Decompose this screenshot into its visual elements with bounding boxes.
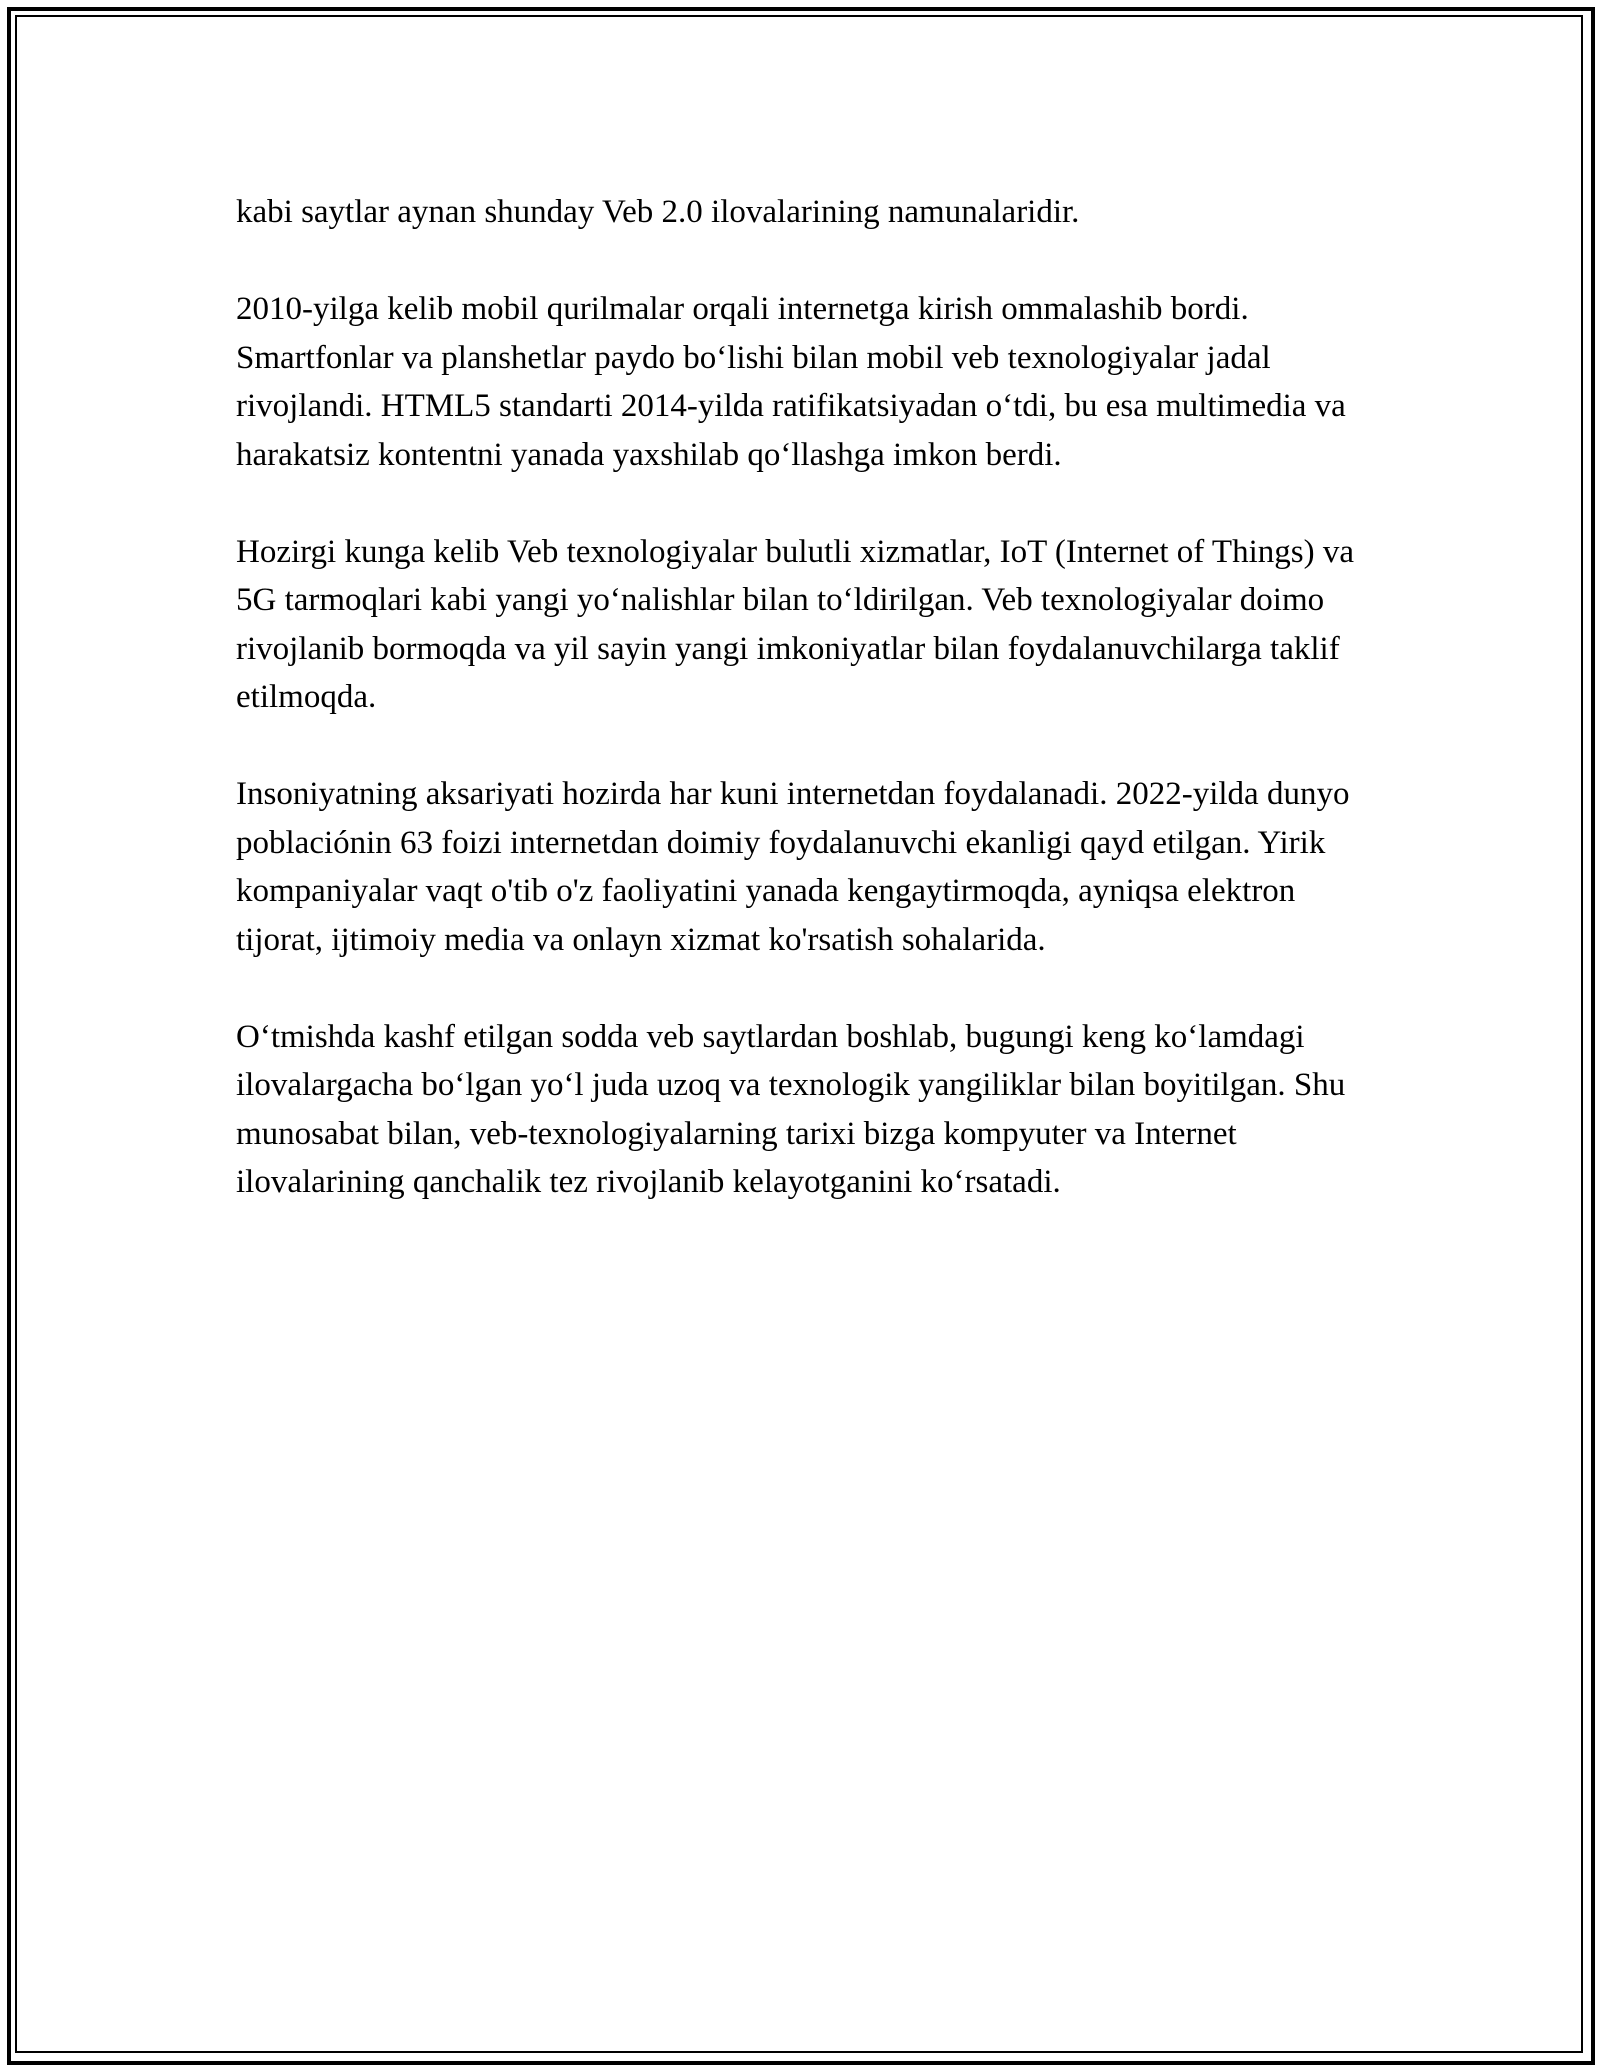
paragraph-1: kabi saytlar aynan shunday Veb 2.0 ilovalarining namunalaridir. <box>236 194 1080 230</box>
paragraph-3: Hozirgi kunga kelib Veb texnologiyalar bulutli xizmatlar, IoT (Internet of Things) va 5G tarmoqlari kabi yangi yoʻnalishlar bilan toʻldirilgan. Veb texnologiyalar doimo rivojlanib bormoqda va yil sayin yangi imkoniyatlar bilan foydalanuvchilarga taklif etilmoqda. <box>236 533 1354 715</box>
paragraph-5: Oʻtmishda kashf etilgan sodda veb saytlardan boshlab, bugungi keng koʻlamdagi ilovalargacha boʻlgan yoʻl juda uzoq va texnologik yangiliklar bilan boyitilgan. Shu munosabat bilan, veb-texnologiyalarning tarixi bizga kompyuter va Internet ilovalarining qanchalik tez rivojlanib kelayotganini koʻrsatadi. <box>236 1018 1346 1200</box>
paragraph-2: 2010-yilga kelib mobil qurilmalar orqali internetga kirish ommalashib bordi. Smartfonlar va planshetlar paydo boʻlishi bilan mobil veb texnologiyalar jadal rivojlandi. HTML5 standarti 2014-yilda ratifikatsiyadan oʻtdi, bu esa multimedia va harakatsiz kontentni yanada yaxshilab qoʻllashga imkon berdi. <box>236 291 1346 473</box>
document-body <box>236 188 1366 1255</box>
paragraph-4: Insoniyatning aksariyati hozirda har kuni internetdan foydalanadi. 2022-yilda dunyo poblaciónin 63 foizi internetdan doimiy foydalanuvchi ekanligi qayd etilgan. Yirik kompaniyalar vaqt o'tib o'z faoliyatini yanada kengaytirmoqda, ayniqsa elektron tijorat, ijtimoiy media va onlayn xizmat ko'rsatish sohalarida. <box>236 776 1350 958</box>
